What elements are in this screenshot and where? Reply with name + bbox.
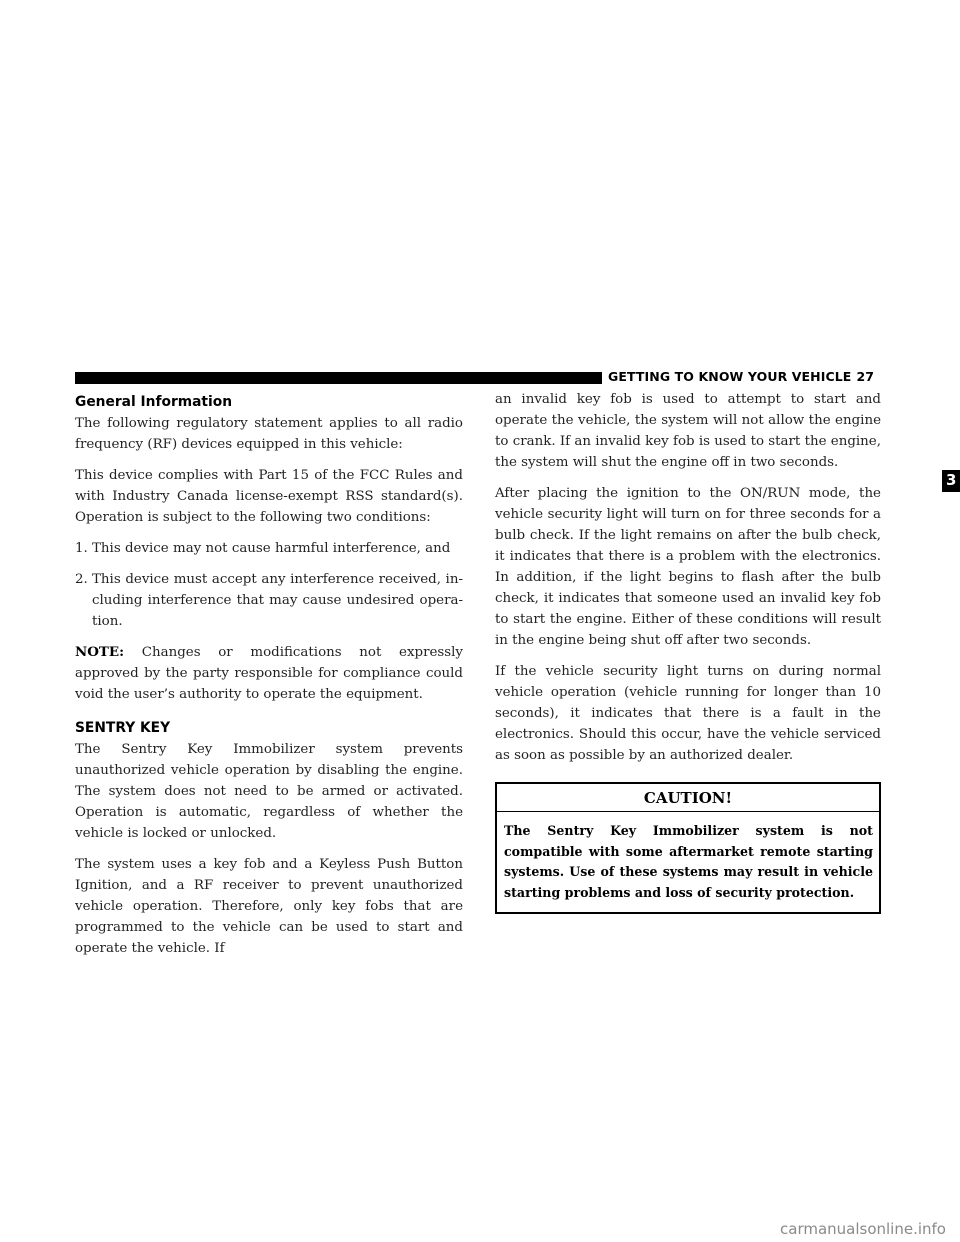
caution-box: [495, 782, 881, 914]
chapter-tab: [942, 470, 960, 492]
header-rule: [75, 372, 602, 384]
running-head: [608, 369, 874, 384]
list-item: [75, 538, 463, 559]
note-label: NOTE:: [75, 644, 125, 660]
heading-sentry-key: SENTRY KEY: [75, 720, 171, 736]
chapter-number: 3: [946, 471, 957, 489]
paragraph-invalid-fob: an invalid key fob is used to attempt to start and operate the vehicle, the system will not allow the engine to crank. If an invalid key fob is used to start the engine, the system will shut the engine off in two seconds.: [495, 392, 881, 470]
paragraph-key-fob: The system uses a key fob and a Keyless Push Button Ignition, and a RF receiver to prevent unauthorized vehicle operation. Therefore, only key fobs that are programmed to the vehicle can be used to start and operate the vehicle. If: [75, 857, 463, 956]
watermark: carmanualsonline.info: [780, 1220, 946, 1238]
paragraph-bulb-check: After placing the ignition to the ON/RUN mode, the vehicle security light will turn on for three seconds for a bulb check. If the light remains on after the bulb check, it indicates that there is a problem with the electronics. In addition, if the light begins to flash after the bulb check, it indicates that someone used an invalid key fob to start the engine. Either of these conditions will result in the engine being shut off after two seconds.: [495, 486, 881, 648]
list-text: This device must accept any interference received, including interference that may cause undesired operation.: [92, 572, 463, 629]
heading-general-information: General Information: [75, 394, 233, 410]
paragraph-regulatory: The following regulatory statement applies to all radio frequency (RF) devices equipped in this vehicle:: [75, 416, 463, 452]
caution-title: CAUTION!: [497, 784, 879, 812]
paragraph-fault: If the vehicle security light turns on during normal vehicle operation (vehicle running for longer than 10 seconds), it indicates that there is a fault in the electronics. Should this occur, have the vehicle serviced as soon as possible by an authorized dealer.: [495, 664, 881, 763]
list-number: 1.: [75, 541, 88, 556]
running-head-title: GETTING TO KNOW YOUR VEHICLE: [608, 369, 852, 384]
paragraph-fcc: This device complies with Part 15 of the FCC Rules and with Industry Canada license-exempt RSS standard(s). Operation is subject to the following two conditions:: [75, 468, 463, 525]
list-number: 2.: [75, 572, 88, 587]
note-text: Changes or modifications not expressly approved by the party responsible for compliance could void the user’s authority to operate the equipment.: [75, 645, 463, 702]
left-column: [75, 393, 463, 969]
list-item: [75, 569, 463, 632]
page-number: 27: [856, 369, 875, 384]
caution-text: The Sentry Key Immobilizer system is not compatible with some aftermarket remote starting systems. Use of these systems may result in vehicle starting problems and loss of security protection.: [504, 823, 873, 900]
list-text: This device may not cause harmful interference, and: [92, 541, 451, 556]
right-column: [495, 389, 881, 914]
note-paragraph: [75, 642, 463, 705]
paragraph-immobilizer: The Sentry Key Immobilizer system prevents unauthorized vehicle operation by disabling the engine. The system does not need to be armed or activated. Operation is automatic, regardless of whether the vehicle is locked or unlocked.: [75, 742, 463, 841]
